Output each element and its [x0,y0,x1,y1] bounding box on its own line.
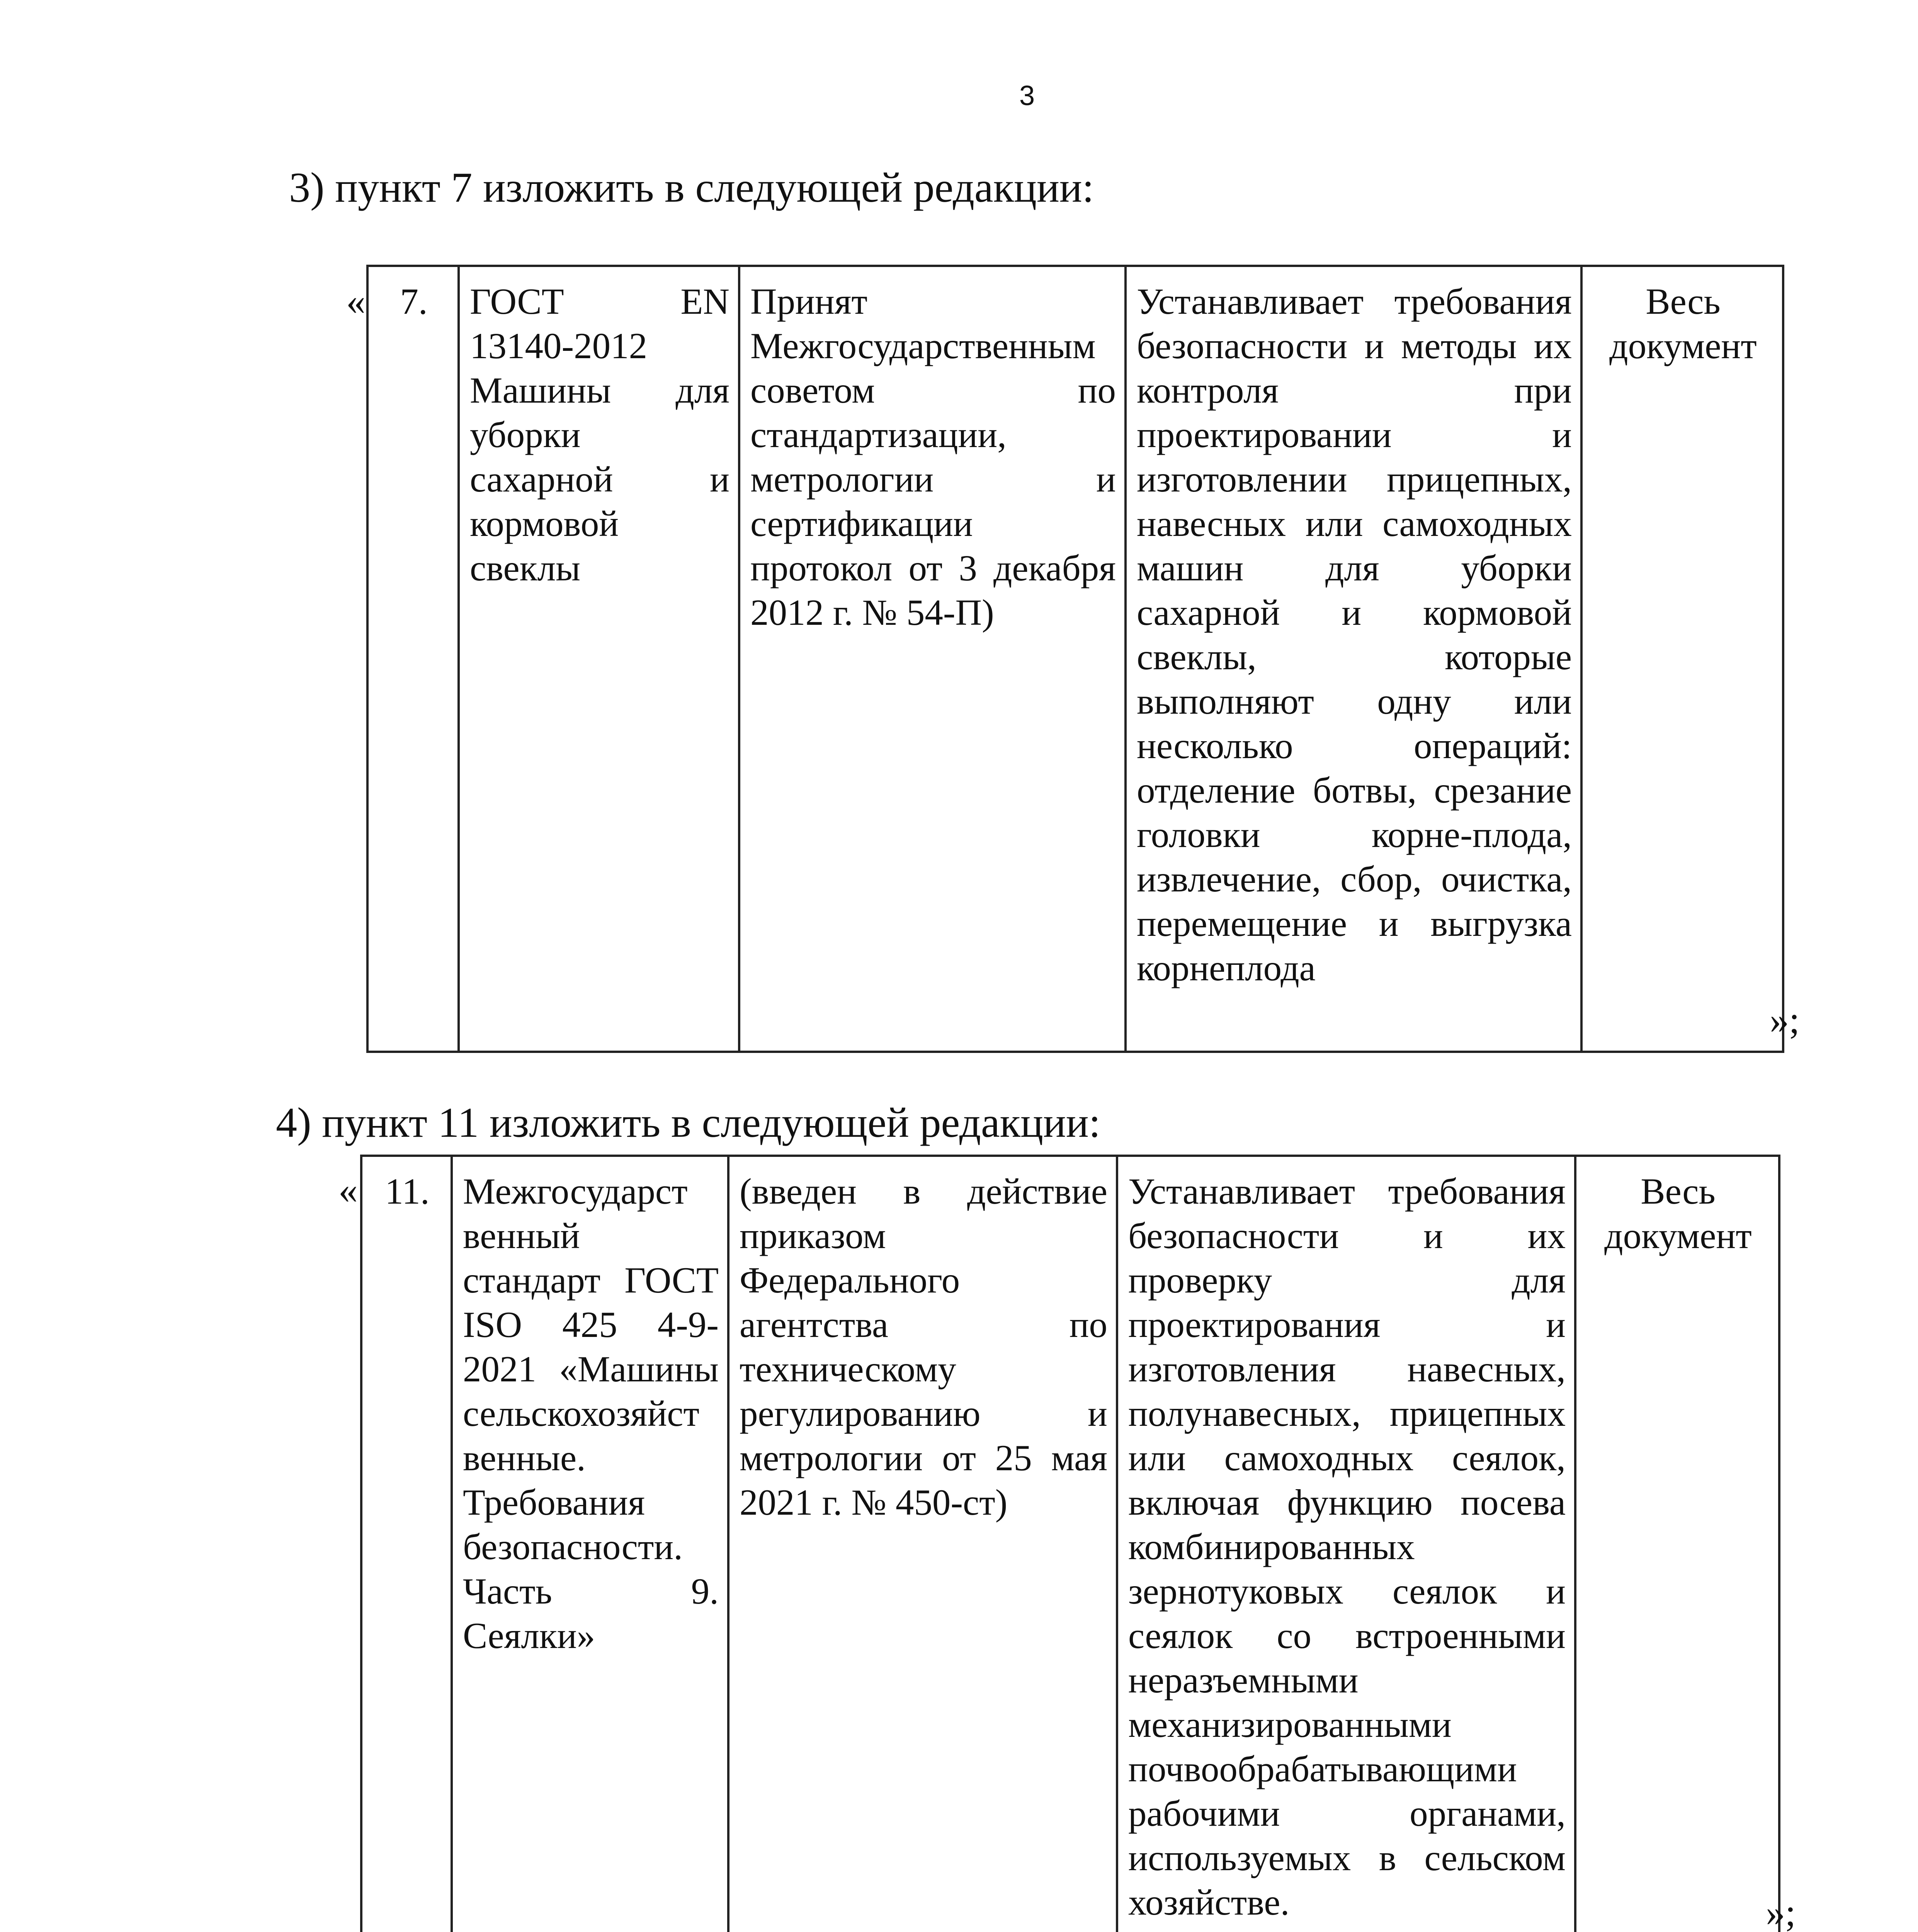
adoption-info: Принят Межгосударственным советом по стандартизации, метрологии и сертификации протокол от 3 декабря 2012 г. № 54-П) [739,266,1126,1052]
scope-of-application: Весь документ [1581,266,1783,1052]
row-number: 11. [361,1156,452,1932]
scope-of-application: Весь документ [1575,1156,1779,1932]
table-row [361,1156,1779,1932]
quote-open-mark: « [346,280,366,323]
page-number: 3 [1019,80,1035,111]
amendment-table [366,265,1784,1053]
adoption-info: (введен в действие приказом Федерального агентства по техническому регулированию и метрологии от 25 мая 2021 г. № 450-ст) [728,1156,1117,1932]
standard-description: Устанавливает требования безопасности и методы их контроля при проектировании и изготовлении прицепных, навесных или самоходных машин для уборки сахарной и кормовой свеклы, которые выполняют одну или несколько операций: отделение ботвы, срезание головки корне-плода, извлечение, сбор, очистка, перемещение и выгрузка корнеплода [1126,266,1581,1052]
table-row [367,266,1783,1052]
amendment-table [360,1155,1780,1932]
standard-description: Устанавливает требования безопасности и их проверку для проектирования и изготовления навесных, полунавесных, прицепных или самоходных сеялок, включая функцию посева комбинированных зернотуковых сеялок и сеялок со встроенными неразъемными механизированными почвообрабатывающими рабочими органами, используемых в сельском хозяйстве. [1117,1156,1575,1932]
row-number: 7. [367,266,459,1052]
quote-close-mark: »; [1766,1891,1796,1932]
amendment-4-heading: 4) пункт 11 изложить в следующей редакции: [276,1099,1101,1146]
standard-name: Межгосударст венный стандарт ГОСТ ISO 425 4-9-2021 «Машины сельскохозяйст венные. Требования безопасности. Часть 9. Сеялки» [452,1156,728,1932]
quote-close-mark: »; [1770,998,1800,1041]
amendment-3-heading: 3) пункт 7 изложить в следующей редакции: [289,164,1094,211]
quote-open-mark: « [338,1168,358,1211]
standard-name: ГОСТ EN 13140-2012 Машины для уборки сахарной и кормовой свеклы [459,266,739,1052]
